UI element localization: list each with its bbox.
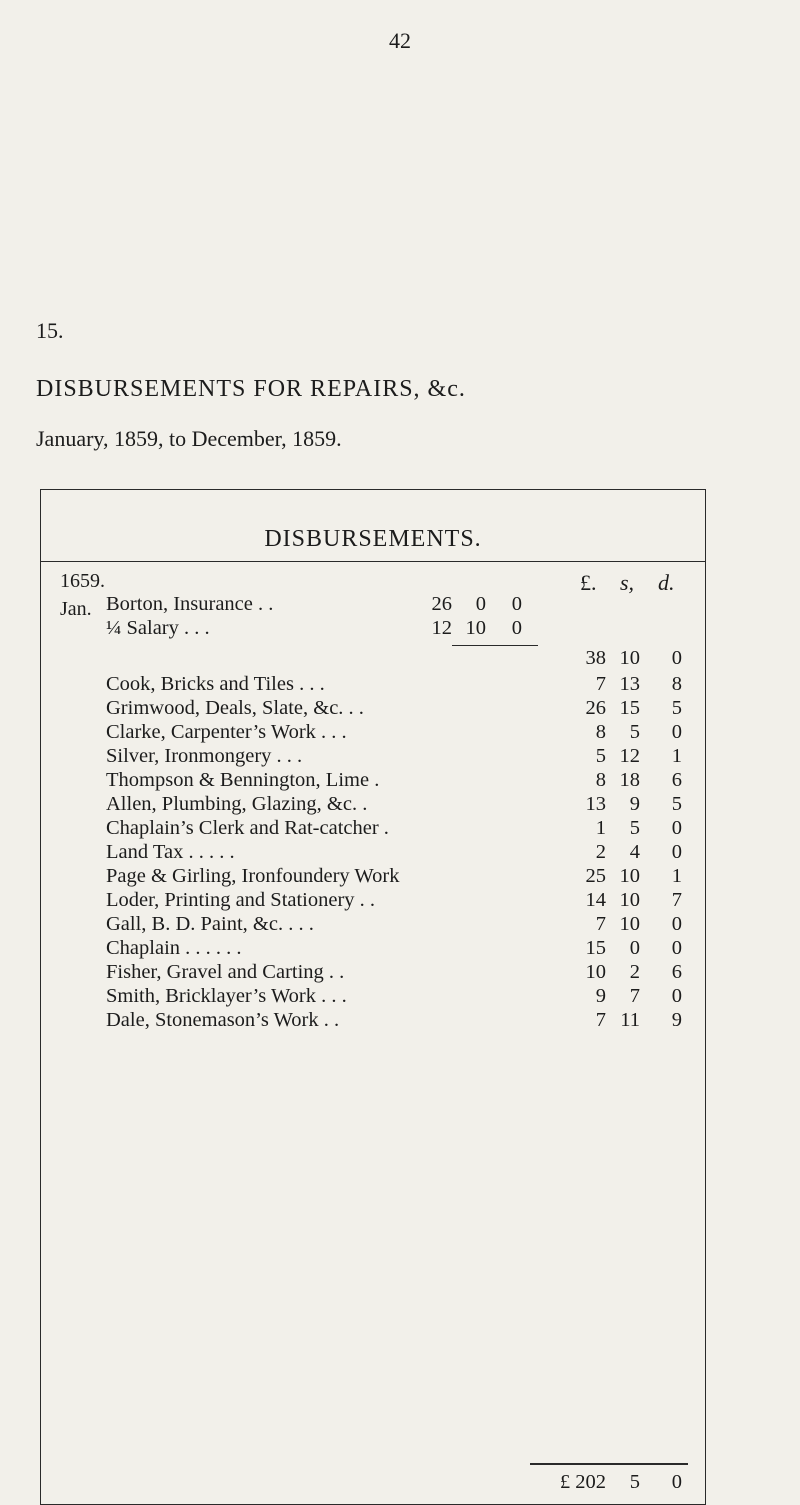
sub-item-shillings: 10 bbox=[465, 617, 486, 639]
ledger-row-shillings: 7 bbox=[629, 985, 640, 1007]
ledger-row-pence: 5 bbox=[671, 793, 682, 815]
ledger-row-pounds: 7 bbox=[595, 913, 606, 935]
ledger-row-pence: 0 bbox=[671, 937, 682, 959]
table-title: DISBURSEMENTS. bbox=[264, 526, 482, 552]
total-pence: 0 bbox=[671, 1471, 682, 1493]
ledger-row-pence: 0 bbox=[671, 841, 682, 863]
date-range: January, 1859, to December, 1859. bbox=[36, 426, 342, 451]
ledger-row-label: Fisher, Gravel and Carting . . bbox=[106, 961, 345, 983]
ledger-row-shillings: 15 bbox=[619, 697, 640, 719]
ledger-row-pounds: 8 bbox=[595, 721, 606, 743]
ledger-row-label: Chaplain’s Clerk and Rat-catcher . bbox=[106, 817, 389, 839]
ledger-row-pounds: 15 bbox=[585, 937, 606, 959]
ledger-row-shillings: 2 bbox=[629, 961, 640, 983]
ledger-row-label: Page & Girling, Ironfoundery Work bbox=[106, 865, 400, 887]
subtotal-pounds: 38 bbox=[585, 647, 606, 669]
sub-item-label: Borton, Insurance . . bbox=[106, 593, 274, 615]
ledger-row-pounds: 13 bbox=[585, 793, 606, 815]
pounds-header: £. bbox=[580, 570, 597, 595]
ledger-row-label: Thompson & Bennington, Lime . bbox=[106, 769, 380, 791]
section-number: 15. bbox=[36, 318, 64, 343]
ledger-row-label: Land Tax . . . . . bbox=[106, 841, 235, 863]
page-heading: DISBURSEMENTS FOR REPAIRS, &c. bbox=[36, 376, 466, 402]
table-header-rule bbox=[40, 561, 706, 562]
ledger-row-pence: 0 bbox=[671, 721, 682, 743]
ledger-row-shillings: 9 bbox=[629, 793, 640, 815]
ledger-row-pence: 0 bbox=[671, 985, 682, 1007]
ledger-row-label: Dale, Stonemason’s Work . . bbox=[106, 1009, 340, 1031]
total-shillings: 5 bbox=[629, 1471, 640, 1493]
ledger-row-shillings: 5 bbox=[629, 817, 640, 839]
subtotal-shillings: 10 bbox=[619, 647, 640, 669]
year-label: 1659. bbox=[60, 570, 105, 592]
ledger-row-shillings: 5 bbox=[629, 721, 640, 743]
month-label: Jan. bbox=[60, 598, 92, 620]
ledger-row-pence: 5 bbox=[671, 697, 682, 719]
ledger-row-shillings: 13 bbox=[619, 673, 640, 695]
subtotal-pence: 0 bbox=[671, 647, 682, 669]
ledger-row-shillings: 18 bbox=[619, 769, 640, 791]
sub-item-pounds: 26 bbox=[431, 593, 452, 615]
ledger-row-pounds: 9 bbox=[595, 985, 606, 1007]
ledger-row-pounds: 14 bbox=[585, 889, 606, 911]
total-rule bbox=[530, 1463, 688, 1465]
ledger-row-shillings: 11 bbox=[620, 1009, 640, 1031]
total-pounds: £ 202 bbox=[559, 1471, 606, 1493]
shillings-header: s, bbox=[620, 570, 635, 595]
ledger-row-pence: 8 bbox=[671, 673, 682, 695]
page-number: 42 bbox=[389, 28, 411, 53]
ledger-row-pounds: 2 bbox=[595, 841, 606, 863]
ledger-row-pence: 6 bbox=[671, 961, 682, 983]
ledger-row-pence: 1 bbox=[671, 745, 682, 767]
ledger-row-label: Gall, B. D. Paint, &c. . . . bbox=[106, 913, 314, 935]
sub-item-pounds: 12 bbox=[431, 617, 452, 639]
ledger-row-label: Smith, Bricklayer’s Work . . . bbox=[106, 985, 347, 1007]
ledger-row-pounds: 8 bbox=[595, 769, 606, 791]
ledger-row-pence: 7 bbox=[671, 889, 682, 911]
ledger-row-pence: 6 bbox=[671, 769, 682, 791]
ledger-row-shillings: 10 bbox=[619, 889, 640, 911]
sub-item-pence: 0 bbox=[511, 593, 522, 615]
ledger-row-shillings: 4 bbox=[629, 841, 640, 863]
ledger-row-label: Cook, Bricks and Tiles . . . bbox=[106, 673, 325, 695]
ledger-row-label: Silver, Ironmongery . . . bbox=[106, 745, 303, 767]
ledger-row-pence: 9 bbox=[671, 1009, 682, 1031]
ledger-row-pounds: 5 bbox=[595, 745, 606, 767]
ledger-row-pence: 0 bbox=[671, 817, 682, 839]
ledger-row-label: Chaplain . . . . . . bbox=[106, 937, 242, 959]
ledger-row-pounds: 25 bbox=[585, 865, 606, 887]
ledger-row-pounds: 10 bbox=[585, 961, 606, 983]
sub-item-label: ¼ Salary . . . bbox=[106, 617, 210, 639]
ledger-row-shillings: 12 bbox=[619, 745, 640, 767]
ledger-row-pounds: 26 bbox=[585, 697, 606, 719]
ledger-row-label: Loder, Printing and Stationery . . bbox=[106, 889, 376, 911]
pence-header: d. bbox=[658, 570, 675, 595]
ledger-row-shillings: 0 bbox=[629, 937, 640, 959]
ledger-row-label: Grimwood, Deals, Slate, &c. . . bbox=[106, 697, 364, 719]
ledger-row-shillings: 10 bbox=[619, 865, 640, 887]
ledger-row-label: Clarke, Carpenter’s Work . . . bbox=[106, 721, 347, 743]
sub-item-pence: 0 bbox=[511, 617, 522, 639]
ledger-row-shillings: 10 bbox=[619, 913, 640, 935]
sub-item-shillings: 0 bbox=[475, 593, 486, 615]
ledger-row-pounds: 7 bbox=[595, 673, 606, 695]
ledger-row-pence: 0 bbox=[671, 913, 682, 935]
ledger-row-pounds: 7 bbox=[595, 1009, 606, 1031]
ledger-row-pence: 1 bbox=[671, 865, 682, 887]
subtotal-rule bbox=[452, 645, 538, 646]
ledger-row-pounds: 1 bbox=[595, 817, 606, 839]
ledger-row-label: Allen, Plumbing, Glazing, &c. . bbox=[106, 793, 368, 815]
